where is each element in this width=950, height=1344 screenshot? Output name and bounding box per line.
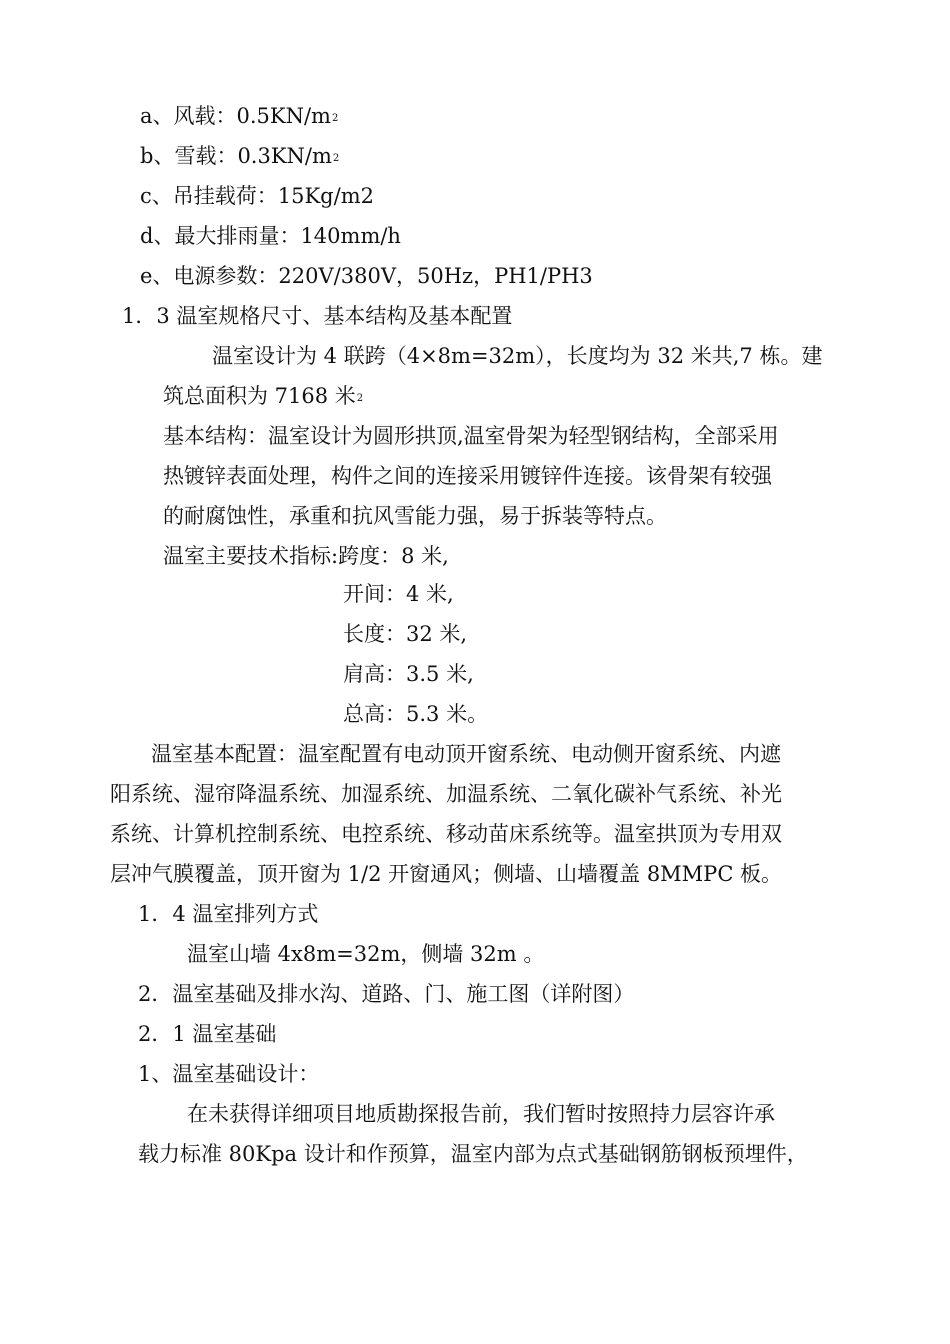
paragraph-line: 载力标准 80Kpa 设计和作预算，温室内部为点式基础钢筋钢板预埋件， — [138, 1142, 808, 1166]
text-line-power: e、电源参数：220V/380V，50Hz，PH1/PH3 — [140, 264, 593, 288]
section-heading-2: 2．温室基础及排水沟、道路、门、施工图（详附图） — [138, 982, 635, 1006]
spec-line-shoulder-height: 肩高：3.5 米, — [343, 662, 474, 686]
spec-line-bay: 开间：4 米, — [343, 582, 454, 606]
paragraph-line: 温室山墙 4x8m=32m，侧墙 32m 。 — [187, 942, 545, 966]
text-line-snow-load: b、雪载：$0.3KN/m^2$ — [140, 144, 340, 168]
text-line-wind-load: a、风载：$0.5KN/m^2$ — [140, 104, 339, 128]
spec-line-span: 温室主要技术指标:跨度：8 米, — [163, 544, 449, 568]
spec-line-length: 长度：32 米, — [343, 622, 468, 646]
paragraph-line: 层冲气膜覆盖，顶开窗为 1/2 开窗通风；侧墙、山墙覆盖 8MMPC 板。 — [110, 862, 783, 886]
paragraph-line: 筑总面积为 7168 米$^2$ — [163, 384, 364, 408]
paragraph-line: 温室基本配置：温室配置有电动顶开窗系统、电动侧开窗系统、内遮 — [151, 742, 781, 766]
paragraph-line: 阳系统、湿帘降温系统、加湿系统、加温系统、二氧化碳补气系统、补光 — [110, 782, 782, 806]
spec-line-total-height: 总高：5.3 米。 — [343, 702, 489, 726]
text-line-hanging-load: c、吊挂载荷：15Kg/m2 — [140, 184, 374, 208]
paragraph-line: 基本结构：温室设计为圆形拱顶,温室骨架为轻型钢结构，全部采用 — [163, 424, 779, 448]
paragraph-line: 温室设计为 4 联跨（4×8m=32m），长度均为 32 米共,7 栋。建 — [212, 344, 823, 368]
paragraph-line: 热镀锌表面处理，构件之间的连接采用镀锌件连接。该骨架有较强 — [163, 464, 772, 488]
paragraph-line: 的耐腐蚀性，承重和抗风雪能力强，易于拆装等特点。 — [163, 504, 667, 528]
section-heading-1-3: 1．3 温室规格尺寸、基本结构及基本配置 — [122, 304, 513, 328]
text-line-rainfall: d、最大排雨量：140mm/h — [140, 224, 401, 248]
subheading-foundation-design: 1、温室基础设计： — [138, 1062, 320, 1086]
section-heading-1-4: 1．4 温室排列方式 — [138, 902, 319, 926]
section-heading-2-1: 2．1 温室基础 — [138, 1022, 277, 1046]
paragraph-line: 在未获得详细项目地质勘探报告前，我们暂时按照持力层容许承 — [187, 1102, 775, 1126]
paragraph-line: 系统、计算机控制系统、电控系统、移动苗床系统等。温室拱顶为专用双 — [110, 822, 782, 846]
